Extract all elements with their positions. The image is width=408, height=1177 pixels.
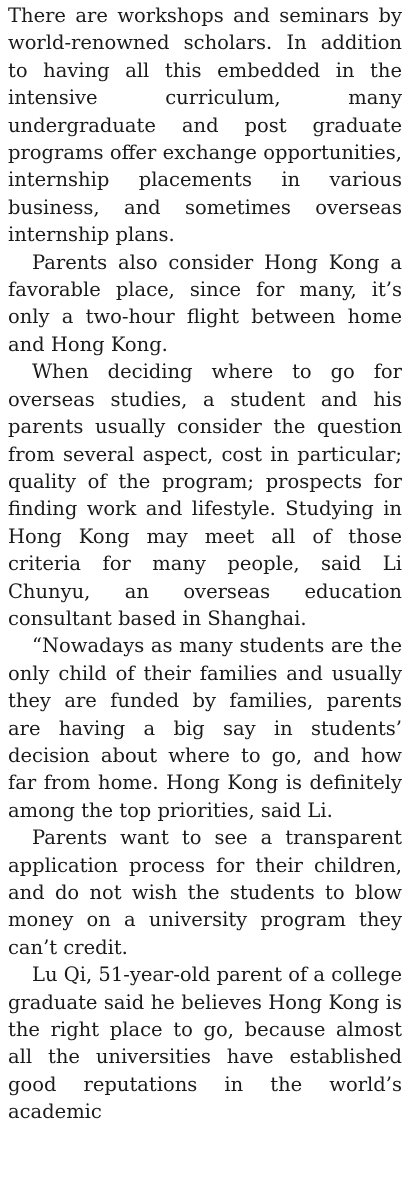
paragraph-quote-li: “Nowadays as many students are the only child of their families and usually they are funded by families, parents are having a big say in students’ decision about where to go, and how far from home. Hong Kong is definitely among the top priorities, said Li. xyxy=(8,634,402,822)
paragraph-lu-qi: Lu Qi, 51-year-old parent of a college graduate said he believes Hong Kong is the right place to go, because almost all the universities have established good reputations in the world’s academic xyxy=(8,963,402,1124)
paragraph-deciding: When deciding where to go for overseas studies, a student and his parents usually consider the question from several aspect, cost in particular; quality of the program; prospects for finding work and lifestyle. Studying in Hong Kong may meet all of those criteria for many people, said Li Chunyu, an overseas education consultant based in Shanghai. xyxy=(8,360,402,630)
paragraph-transparent: Parents want to see a transparent application process for their children, and do not wish the students to blow money on a university program they can’t credit. xyxy=(8,826,402,959)
paragraph-parents-favorable: Parents also consider Hong Kong a favorable place, since for many, it’s only a two-hour flight between home and Hong Kong. xyxy=(8,250,402,356)
paragraph-workshops: There are workshops and seminars by world-renowned scholars. In addition to having all this embedded in the intensive curriculum, many undergraduate and post graduate programs offer exchange opportunities, internship placements in various business, and sometimes overseas internship plans. xyxy=(8,4,402,247)
